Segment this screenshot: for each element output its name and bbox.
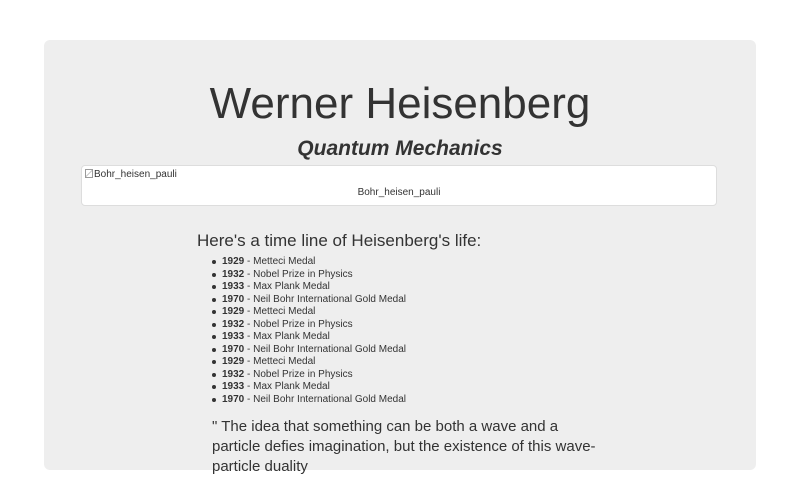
timeline-year: 1929 bbox=[222, 356, 245, 367]
bullet-icon bbox=[212, 385, 216, 389]
timeline-item bbox=[222, 294, 406, 307]
timeline-separator: - bbox=[244, 268, 254, 280]
image-caption: Bohr_heisen_pauli bbox=[357, 187, 441, 198]
bullet-icon bbox=[212, 335, 216, 339]
timeline-year: 1932 bbox=[222, 268, 245, 280]
timeline-event: Metteci Medal bbox=[253, 256, 316, 267]
timeline-separator: - bbox=[244, 318, 254, 330]
timeline-separator: - bbox=[244, 331, 254, 342]
broken-image-icon bbox=[85, 169, 93, 178]
bullet-icon bbox=[212, 310, 216, 314]
timeline-event: Neil Bohr International Gold Medal bbox=[253, 343, 407, 355]
timeline-event: Nobel Prize in Physics bbox=[253, 368, 353, 380]
quote-text: " The idea that something can be both a wave and a particle defies imagination, but the existence of this wave-particle duality bbox=[212, 418, 596, 475]
timeline-year: 1929 bbox=[222, 256, 245, 267]
timeline-year: 1933 bbox=[222, 281, 245, 292]
bullet-icon bbox=[212, 298, 216, 302]
timeline-item bbox=[222, 394, 406, 407]
bullet-icon bbox=[212, 260, 216, 264]
bullet-icon bbox=[212, 398, 216, 402]
broken-image bbox=[85, 169, 177, 181]
timeline-event: Nobel Prize in Physics bbox=[253, 268, 353, 280]
timeline-year: 1932 bbox=[222, 368, 245, 380]
timeline-item bbox=[222, 256, 406, 269]
bullet-icon bbox=[212, 323, 216, 327]
timeline-event: Metteci Medal bbox=[253, 306, 316, 317]
timeline-event: Neil Bohr International Gold Medal bbox=[253, 293, 407, 305]
timeline-item bbox=[222, 331, 406, 344]
timeline-separator: - bbox=[244, 356, 254, 367]
timeline-item bbox=[222, 281, 406, 294]
timeline-year: 1970 bbox=[222, 393, 245, 405]
bullet-icon bbox=[212, 285, 216, 289]
timeline-separator: - bbox=[244, 281, 254, 292]
timeline-separator: - bbox=[244, 256, 254, 267]
timeline-item bbox=[222, 369, 406, 382]
timeline-year: 1929 bbox=[222, 306, 245, 317]
timeline-item bbox=[222, 356, 406, 369]
timeline-event: Max Plank Medal bbox=[253, 381, 330, 392]
timeline-event: Neil Bohr International Gold Medal bbox=[253, 393, 407, 405]
timeline-event: Metteci Medal bbox=[253, 356, 316, 367]
timeline-year: 1970 bbox=[222, 343, 245, 355]
timeline-event: Nobel Prize in Physics bbox=[253, 318, 353, 330]
timeline-item bbox=[222, 269, 406, 282]
image-alt-text: Bohr_heisen_pauli bbox=[94, 169, 177, 180]
timeline-separator: - bbox=[244, 306, 254, 317]
timeline-item bbox=[222, 306, 406, 319]
timeline-event: Max Plank Medal bbox=[253, 281, 330, 292]
bullet-icon bbox=[212, 348, 216, 352]
timeline-item bbox=[222, 381, 406, 394]
timeline-heading: Here's a time line of Heisenberg's life: bbox=[197, 231, 482, 250]
bullet-icon bbox=[212, 360, 216, 364]
timeline-separator: - bbox=[244, 368, 254, 380]
timeline-list bbox=[222, 256, 406, 406]
timeline-item bbox=[222, 319, 406, 332]
timeline-item bbox=[222, 344, 406, 357]
bullet-icon bbox=[212, 273, 216, 277]
timeline-year: 1933 bbox=[222, 331, 245, 342]
timeline-separator: - bbox=[244, 393, 254, 405]
timeline-year: 1970 bbox=[222, 293, 245, 305]
bullet-icon bbox=[212, 373, 216, 377]
timeline-separator: - bbox=[244, 293, 254, 305]
timeline-separator: - bbox=[244, 343, 254, 355]
timeline-event: Max Plank Medal bbox=[253, 331, 330, 342]
timeline-year: 1933 bbox=[222, 381, 245, 392]
timeline-separator: - bbox=[244, 381, 254, 392]
page-subtitle: Quantum Mechanics bbox=[297, 137, 503, 160]
image-thumbnail bbox=[81, 165, 717, 206]
timeline-year: 1932 bbox=[222, 318, 245, 330]
page-title: Werner Heisenberg bbox=[209, 79, 591, 128]
